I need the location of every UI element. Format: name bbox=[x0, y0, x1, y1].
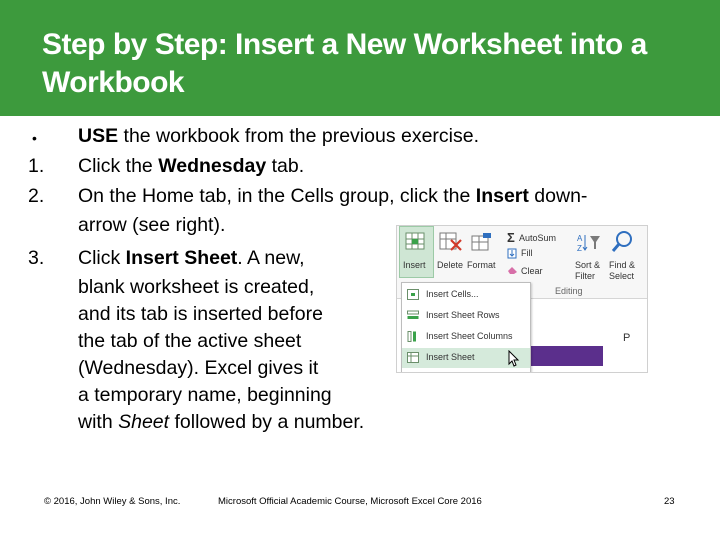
menu-insert-columns-label: Insert Sheet Columns bbox=[426, 331, 513, 341]
insert-sheet-icon bbox=[407, 352, 419, 363]
menu-insert-sheet-label: Insert Sheet bbox=[426, 352, 475, 362]
bullet-rest: the workbook from the previous exercise. bbox=[118, 125, 480, 147]
find-select-icon bbox=[611, 230, 633, 254]
footer-course: Microsoft Official Academic Course, Microsoft Excel Core 2016 bbox=[218, 496, 482, 507]
ribbon-find-label-1[interactable]: Find & bbox=[609, 260, 636, 270]
bullet-bold: USE bbox=[78, 125, 119, 147]
step-2-bold: Insert bbox=[475, 185, 529, 207]
ribbon-autosum-label[interactable]: AutoSum bbox=[519, 233, 557, 243]
step-3-line2-text: blank worksheet is created, bbox=[78, 276, 315, 298]
footer-copyright: © 2016, John Wiley & Sons, Inc. bbox=[44, 496, 181, 507]
ribbon-sort-label-1[interactable]: Sort & bbox=[575, 260, 601, 270]
step-2-post: down- bbox=[528, 185, 588, 207]
step-3-line7-pre: with bbox=[78, 411, 119, 433]
ribbon-clear-label[interactable]: Clear bbox=[521, 266, 543, 276]
step-1-marker: 1. bbox=[28, 155, 45, 177]
step-2-pre: On the Home tab, in the Cells group, click the bbox=[78, 185, 476, 207]
ribbon-find-label-2[interactable]: Select bbox=[609, 271, 635, 281]
insert-cells-icon bbox=[407, 289, 419, 300]
delete-icon bbox=[439, 232, 463, 254]
menu-insert-rows[interactable] bbox=[402, 306, 530, 326]
bullet-text bbox=[78, 122, 479, 152]
step-3-line4-text: the tab of the active sheet bbox=[78, 330, 302, 352]
step-3-line7-italic: Sheet bbox=[118, 411, 170, 433]
insert-columns-icon bbox=[407, 331, 419, 342]
menu-insert-cells-label: Insert Cells... bbox=[426, 289, 479, 299]
svg-text:Z: Z bbox=[577, 244, 582, 253]
menu-insert-cells[interactable] bbox=[402, 285, 530, 305]
insert-cells-ribbon-icon bbox=[405, 232, 427, 252]
ribbon-sort-label-2[interactable]: Filter bbox=[575, 271, 595, 281]
step-3-line5-text: (Wednesday). Excel gives it bbox=[78, 357, 319, 379]
step-2-marker: 2. bbox=[28, 185, 45, 207]
purple-band bbox=[531, 346, 603, 366]
step-3-line7-post: followed by a number. bbox=[169, 411, 365, 433]
slide-title: Step by Step: Insert a New Worksheet into a Workbook bbox=[42, 28, 647, 99]
mouse-cursor-icon bbox=[508, 350, 520, 367]
title-bar bbox=[0, 0, 720, 116]
ribbon-insert-label: Insert bbox=[403, 260, 426, 270]
step-3-marker: 3. bbox=[28, 247, 45, 269]
step-3-line6-text: a temporary name, beginning bbox=[78, 384, 332, 406]
sort-filter-icon bbox=[577, 232, 601, 254]
fill-icon bbox=[507, 248, 517, 259]
ribbon-format-label[interactable]: Format bbox=[467, 260, 496, 270]
step-3-post: . A new, bbox=[237, 247, 305, 269]
sigma-icon: Σ bbox=[507, 230, 515, 245]
step-2-line2-text: arrow (see right). bbox=[78, 214, 226, 236]
menu-insert-rows-label: Insert Sheet Rows bbox=[426, 310, 500, 320]
format-icon bbox=[471, 232, 493, 254]
step-3-bold: Insert Sheet bbox=[125, 247, 238, 269]
step-1-text bbox=[78, 152, 304, 182]
step-3-pre: Click bbox=[78, 247, 126, 269]
ribbon-delete-label[interactable]: Delete bbox=[437, 260, 464, 270]
clear-icon bbox=[507, 265, 518, 275]
column-header-p: P bbox=[623, 332, 631, 344]
step-1-pre: Click the bbox=[78, 155, 159, 177]
svg-text:A: A bbox=[577, 234, 583, 243]
step-2-line1 bbox=[78, 182, 587, 212]
insert-rows-icon bbox=[407, 310, 419, 321]
ribbon-fill-label[interactable]: Fill bbox=[521, 248, 533, 258]
menu-insert-sheet[interactable] bbox=[402, 348, 530, 368]
step-1-post: tab. bbox=[266, 155, 305, 177]
excel-screenshot bbox=[396, 225, 648, 373]
insert-dropdown-menu bbox=[401, 282, 531, 373]
editing-group-label: Editing bbox=[555, 286, 583, 296]
step-3-line3-text: and its tab is inserted before bbox=[78, 303, 323, 325]
footer-page-number: 23 bbox=[664, 496, 675, 507]
bullet-marker: • bbox=[32, 130, 37, 146]
menu-insert-columns[interactable] bbox=[402, 327, 530, 347]
step-1-bold: Wednesday bbox=[158, 155, 267, 177]
grid-area bbox=[531, 326, 647, 372]
step-3-line1 bbox=[78, 244, 305, 274]
step-3-line7-text bbox=[78, 408, 364, 438]
